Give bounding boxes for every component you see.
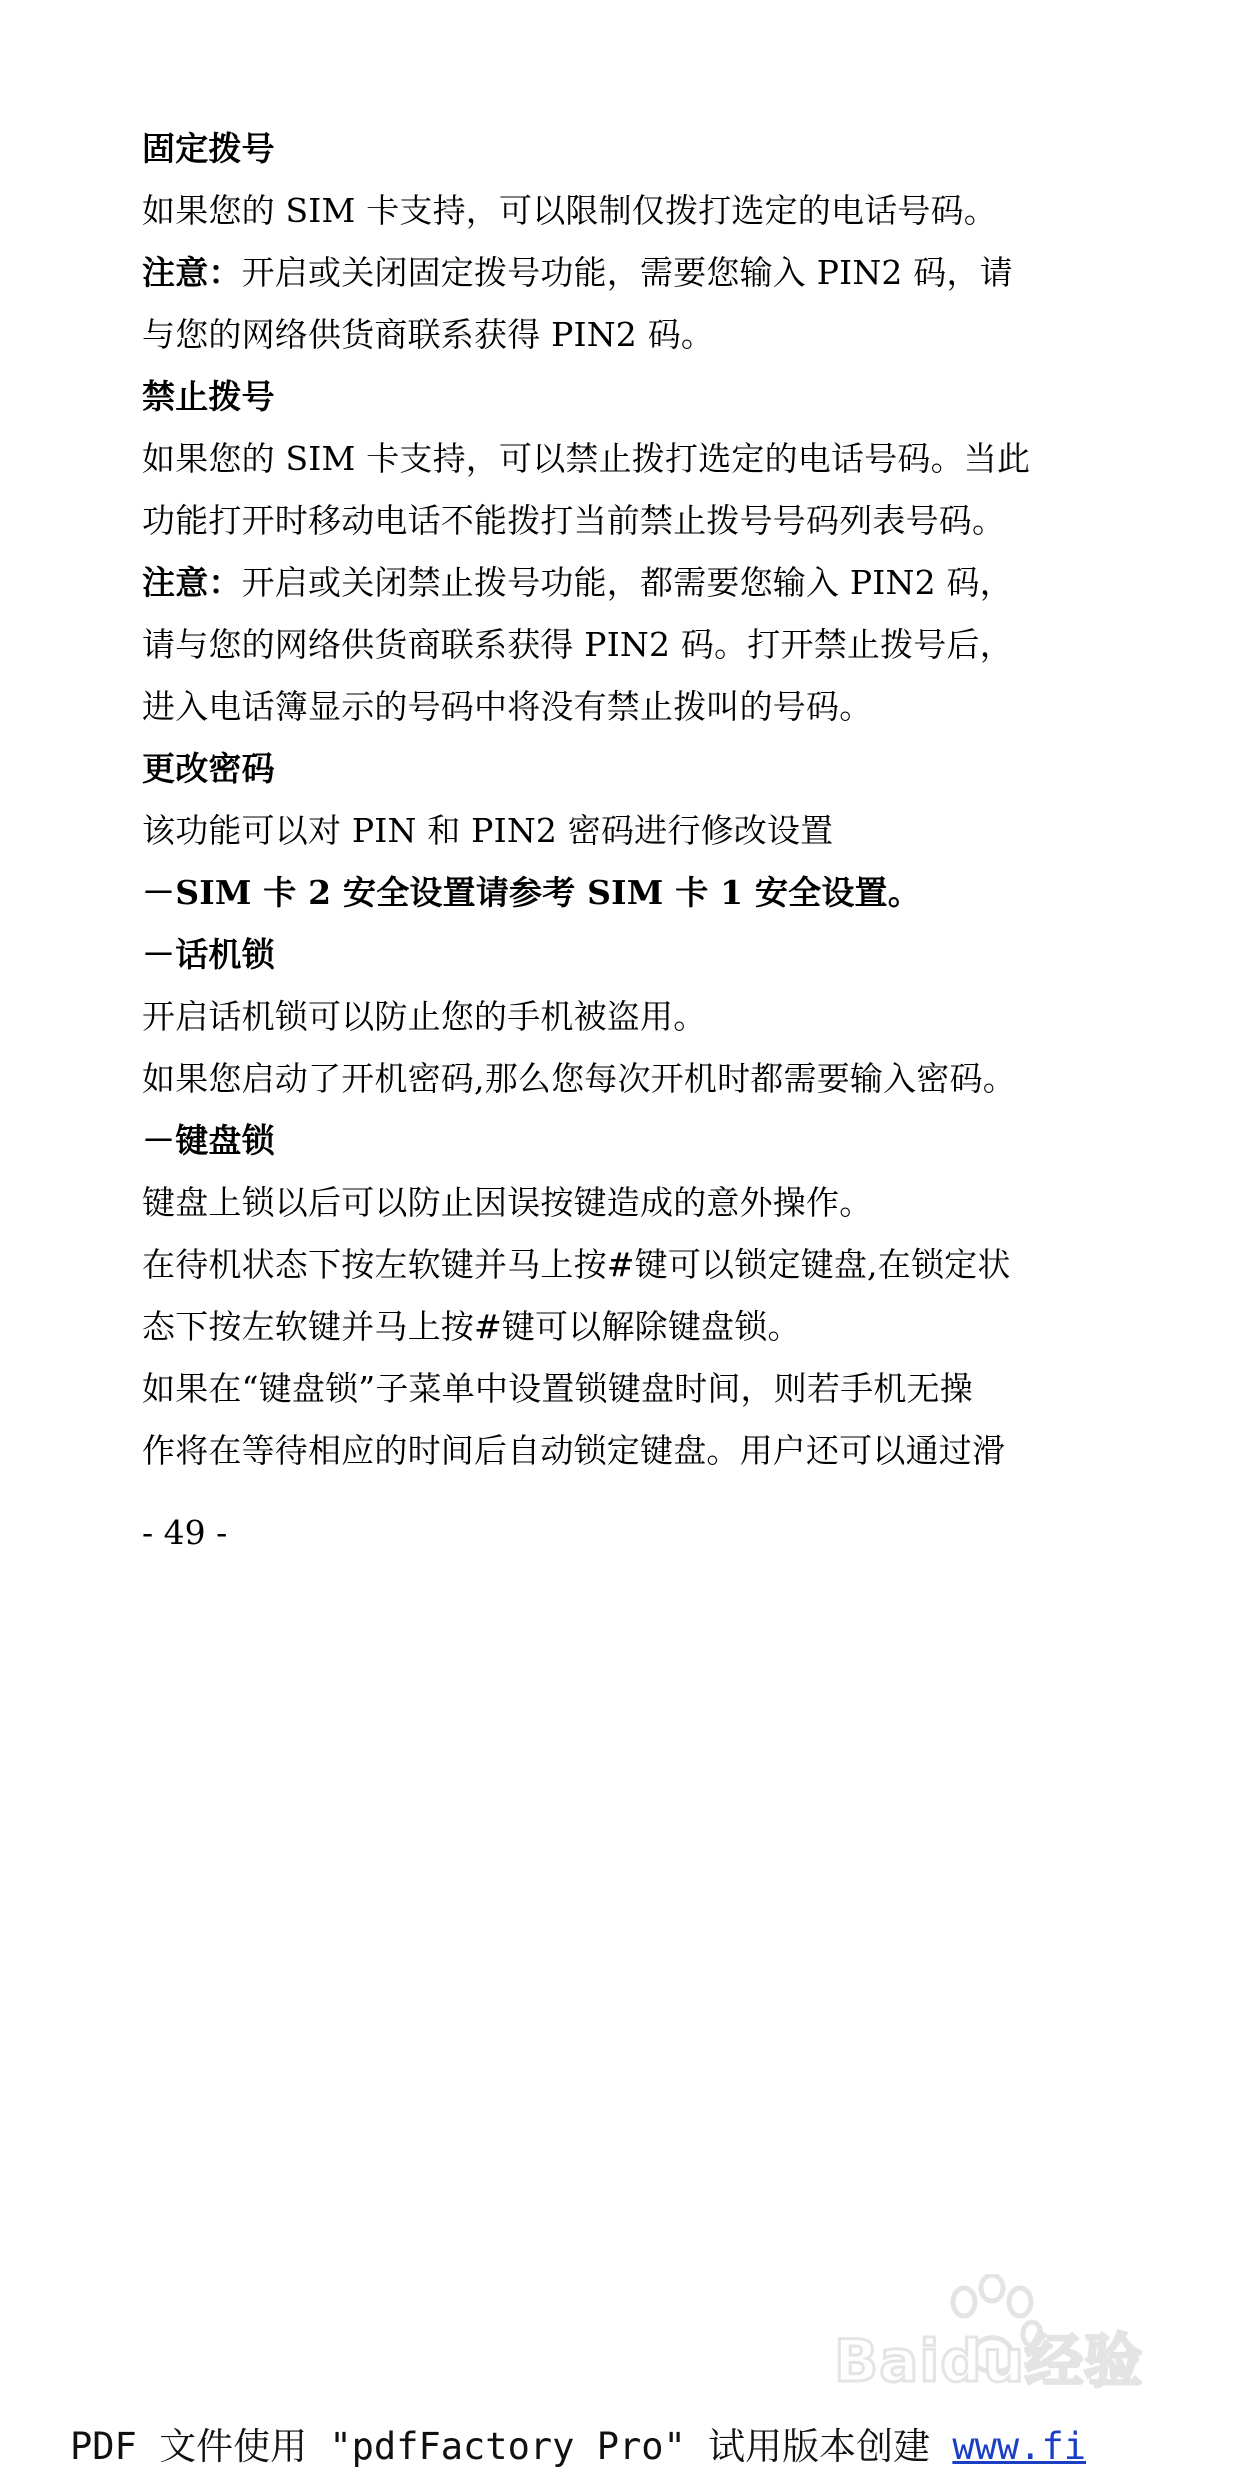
paragraph-line: 该功能可以对 PIN 和 PIN2 密码进行修改设置 xyxy=(142,811,834,850)
watermark-text: Baidu经验 xyxy=(834,2327,1144,2395)
pdf-footer xyxy=(70,2422,1086,2472)
section-heading: 固定拨号 xyxy=(142,129,275,168)
paragraph-line: 开启话机锁可以防止您的手机被盗用。 xyxy=(142,997,707,1036)
document-body xyxy=(142,118,1092,1482)
section-heading: 禁止拨号 xyxy=(142,377,275,416)
note-text: 开启或关闭固定拨号功能，需要您输入 PIN2 码，请 xyxy=(241,253,1013,292)
paragraph-line: 如果在“键盘锁”子菜单中设置锁键盘时间，则若手机无操 xyxy=(142,1369,973,1408)
paragraph-line: 作将在等待相应的时间后自动锁定键盘。用户还可以通过滑 xyxy=(142,1431,1006,1470)
section-heading: 更改密码 xyxy=(142,749,275,788)
paragraph-line: 态下按左软键并马上按#键可以解除键盘锁。 xyxy=(142,1307,801,1346)
paragraph-line: 如果您启动了开机密码,那么您每次开机时都需要输入密码。 xyxy=(142,1059,1016,1098)
footer-text: PDF 文件使用 "pdfFactory Pro" 试用版本创建 xyxy=(70,2425,953,2468)
paragraph-line: 功能打开时移动电话不能拨打当前禁止拨号号码列表号码。 xyxy=(142,501,1006,540)
baidu-jingyan-watermark xyxy=(834,2274,1174,2394)
note-line xyxy=(142,242,1092,304)
paragraph-line: 如果您的 SIM 卡支持，可以限制仅拨打选定的电话号码。 xyxy=(142,191,998,230)
paragraph-line: 键盘上锁以后可以防止因误按键造成的意外操作。 xyxy=(142,1183,873,1222)
page-number: - 49 - xyxy=(142,1513,228,1552)
note-text: 开启或关闭禁止拨号功能，都需要您输入 PIN2 码， xyxy=(241,563,1013,602)
section-heading: －键盘锁 xyxy=(142,1121,275,1160)
footer-link[interactable]: www.fi xyxy=(952,2425,1087,2468)
note-label: 注意： xyxy=(142,253,242,292)
paragraph-line: 请与您的网络供货商联系获得 PIN2 码。打开禁止拨号后， xyxy=(142,625,1013,664)
note-line xyxy=(142,552,1092,614)
section-heading: －SIM 卡 2 安全设置请参考 SIM 卡 1 安全设置。 xyxy=(142,873,921,912)
paragraph-line: 如果您的 SIM 卡支持，可以禁止拨打选定的电话号码。当此 xyxy=(142,439,1031,478)
section-heading: －话机锁 xyxy=(142,935,275,974)
paragraph-line: 在待机状态下按左软键并马上按#键可以锁定键盘,在锁定状 xyxy=(142,1245,1011,1284)
note-label: 注意： xyxy=(142,563,242,602)
paragraph-line: 进入电话簿显示的号码中将没有禁止拨叫的号码。 xyxy=(142,687,873,726)
paragraph-line: 与您的网络供货商联系获得 PIN2 码。 xyxy=(142,315,715,354)
